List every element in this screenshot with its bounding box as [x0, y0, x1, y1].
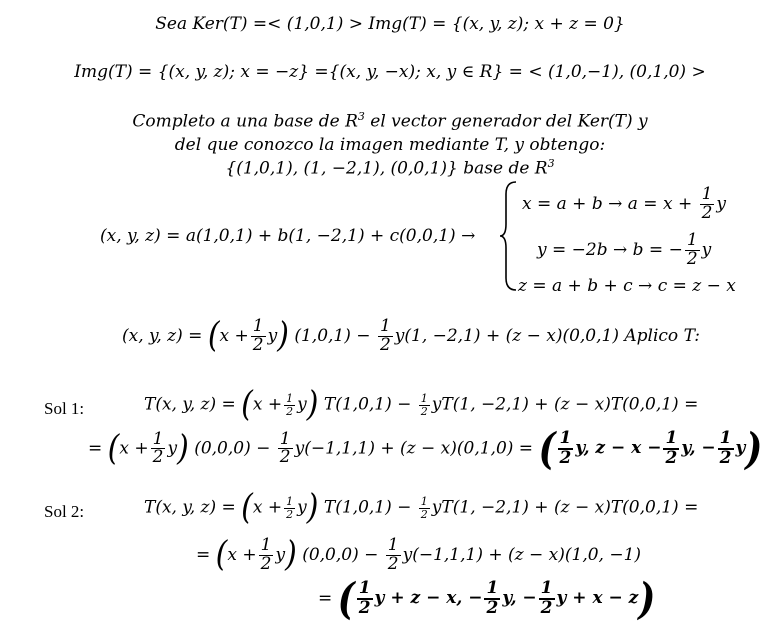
sol1-line1 [144, 384, 699, 425]
frac-den: 2 [719, 447, 732, 468]
sol2-result [337, 573, 656, 625]
half-fraction [700, 186, 715, 223]
basis-set-text: {(1,0,1), (1, −2,1), (0,0,1)} base de R [225, 158, 548, 179]
left-brace-icon [498, 180, 520, 292]
open-paren: ( [337, 573, 355, 625]
sol2-eq: = [196, 544, 211, 565]
sol2-x2: x + [227, 544, 257, 565]
completion-text-b: el vector generador del Ker(T) y [364, 111, 648, 132]
sol2-x: x + [252, 497, 283, 518]
completion-sentence-2: del que conozco la imagen mediante T, y obtengo: [174, 135, 606, 155]
frac-num: 1 [420, 494, 428, 508]
open-paren: ( [215, 534, 228, 575]
system-eq-3: z = a + b + c → c = z − x [518, 276, 736, 296]
open-paren: ( [241, 487, 253, 528]
frac-den: 2 [420, 507, 428, 521]
system-eq-2 [537, 232, 711, 269]
expansion-x: x + [219, 325, 249, 346]
completion-text-a: Completo a una base de R [132, 111, 358, 132]
frac-den: 2 [358, 597, 371, 618]
half-fraction [378, 318, 393, 355]
half-fraction [357, 580, 373, 618]
half-fraction [151, 428, 166, 468]
close-paren: ) [745, 423, 763, 475]
frac-num: 1 [358, 578, 371, 598]
frac-num: 1 [686, 230, 698, 250]
system-eq-1 [522, 186, 726, 223]
half-fraction [259, 537, 274, 574]
sol1-rest2: y(−1,1,1) + (z − x)(0,1,0) = [294, 438, 534, 459]
frac-num: 1 [665, 428, 678, 448]
frac-num: 1 [252, 316, 264, 336]
sol1-lhs: T(x, y, z) = [144, 394, 236, 415]
sol2-eq3: = [318, 588, 333, 609]
close-paren: ) [285, 534, 297, 575]
half-fraction [663, 430, 679, 468]
expansion-lhs: (x, y, z) = [122, 325, 203, 346]
close-paren: ) [306, 384, 319, 425]
half-fraction [419, 393, 430, 417]
sol1-result [538, 423, 763, 475]
half-fraction [718, 430, 734, 468]
close-paren: ) [306, 487, 319, 528]
basis-set [0, 157, 780, 179]
half-fraction [251, 318, 266, 355]
frac-num: 1 [559, 428, 572, 448]
sol1-y: y [297, 394, 307, 415]
sol2-t1: T(1,0,1) − [323, 497, 412, 518]
frac-den: 2 [152, 447, 164, 468]
sol1-line2 [88, 423, 763, 475]
expansion-rest: y(1, −2,1) + (z − x)(0,0,1) Aplico T: [394, 325, 701, 346]
frac-den: 2 [540, 597, 553, 618]
sol2-y2: y [275, 544, 286, 565]
half-fraction [284, 496, 295, 520]
sol1-t1: T(1,0,1) − [323, 394, 412, 415]
sol2-rest: yT(1, −2,1) + (z − x)T(0,0,1) = [431, 497, 699, 518]
completion-sentence-1 [0, 110, 780, 132]
half-fraction [685, 232, 700, 269]
open-paren: ( [107, 428, 120, 469]
close-paren: ) [177, 428, 189, 469]
sol1-label: Sol 1: [44, 399, 85, 418]
sol2-r1: y + z − x, − [374, 588, 483, 609]
sol2-label: Sol 2: [44, 502, 85, 521]
sol1-eq: = [88, 438, 103, 459]
sol2-line3 [318, 573, 656, 625]
close-paren: ) [277, 315, 289, 356]
eq2-text: y = −2b → b = − [537, 239, 683, 260]
frac-den: 2 [686, 248, 698, 269]
frac-den: 2 [420, 404, 428, 418]
basis-exponent: 3 [547, 157, 555, 170]
frac-num: 1 [379, 316, 391, 336]
sol2-r3: y + x − z [556, 588, 639, 609]
sol1-x2: x + [119, 438, 149, 459]
frac-den: 2 [379, 334, 391, 355]
frac-den: 2 [279, 447, 291, 468]
coordinate-expansion: (x, y, z) = a(1,0,1) + b(1, −2,1) + c(0,0,1) → [100, 226, 476, 246]
eq2-var: y [701, 239, 712, 260]
eq1-var: y [716, 193, 727, 214]
frac-den: 2 [701, 202, 713, 223]
frac-num: 1 [286, 494, 294, 508]
half-fraction [278, 428, 293, 468]
frac-den: 2 [286, 507, 294, 521]
sol1-y2: y [167, 438, 178, 459]
half-fraction [284, 393, 295, 417]
sol2-lhs: T(x, y, z) = [144, 497, 236, 518]
sol2-line2 [196, 534, 642, 575]
sol1-x: x + [252, 394, 283, 415]
sol1-r1: y, z − x − [575, 438, 662, 459]
frac-num: 1 [420, 391, 428, 405]
frac-den: 2 [486, 597, 499, 618]
frac-num: 1 [540, 578, 553, 598]
sol2-rest2: y(−1,1,1) + (z − x)(1,0, −1) [402, 544, 642, 565]
r-exponent: 3 [357, 110, 365, 123]
frac-den: 2 [260, 553, 272, 574]
open-paren: ( [241, 384, 253, 425]
sol1-r3: y [735, 438, 746, 459]
sol2-r2: y, − [502, 588, 537, 609]
frac-den: 2 [387, 553, 399, 574]
sol2-zero: (0,0,0) − [302, 544, 379, 565]
expansion-y: y [267, 325, 278, 346]
frac-den: 2 [252, 334, 264, 355]
frac-num: 1 [701, 184, 713, 204]
expansion-line [122, 315, 701, 356]
frac-num: 1 [486, 578, 499, 598]
frac-num: 1 [719, 428, 732, 448]
half-fraction [558, 430, 574, 468]
frac-num: 1 [260, 535, 272, 555]
eq1-text: x = a + b → a = x + [522, 193, 693, 214]
open-paren: ( [207, 315, 220, 356]
sol1-zero: (0,0,0) − [194, 438, 271, 459]
frac-num: 1 [387, 535, 399, 555]
half-fraction [484, 580, 500, 618]
sol1-rest: yT(1, −2,1) + (z − x)T(0,0,1) = [431, 394, 699, 415]
kernel-image-definition: Sea Ker(T) =< (1,0,1) > Img(T) = {(x, y, z); x + z = 0} [155, 14, 625, 34]
expansion-vec1: (1,0,1) − [294, 325, 371, 346]
frac-num: 1 [279, 428, 291, 449]
sol2-line1 [144, 487, 699, 528]
half-fraction [419, 496, 430, 520]
frac-num: 1 [152, 428, 164, 449]
sol1-r2: y, − [681, 438, 716, 459]
frac-den: 2 [286, 404, 294, 418]
half-fraction [539, 580, 555, 618]
close-paren: ) [638, 573, 656, 625]
frac-den: 2 [665, 447, 678, 468]
image-basis-equation: Img(T) = {(x, y, z); x = −z} ={(x, y, −x); x, y ∈ R} = < (1,0,−1), (0,1,0) > [74, 62, 706, 82]
half-fraction [386, 537, 401, 574]
frac-den: 2 [559, 447, 572, 468]
frac-num: 1 [286, 391, 294, 405]
open-paren: ( [538, 423, 556, 475]
sol2-y: y [297, 497, 307, 518]
